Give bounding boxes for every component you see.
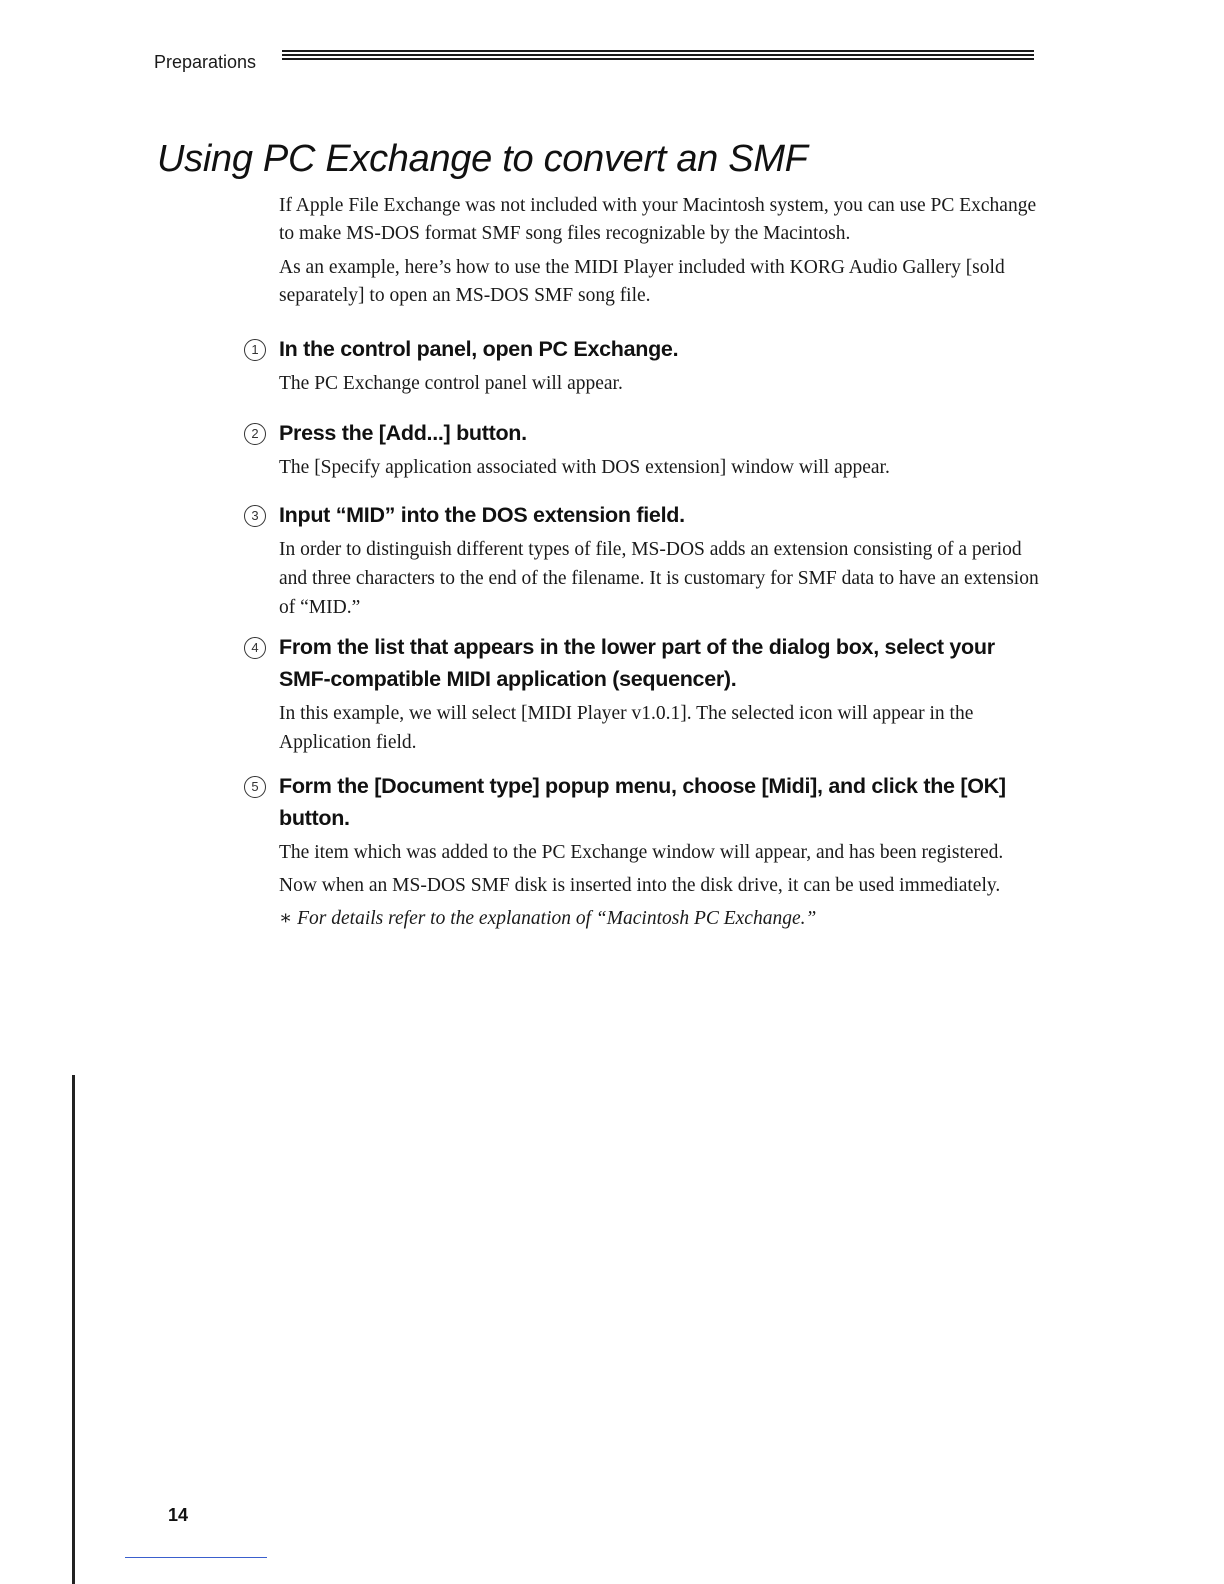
step-2 bbox=[244, 417, 1044, 486]
step-body-text: The [Specify application associated with DOS extension] window will appear. bbox=[279, 457, 890, 478]
page-title: Using PC Exchange to convert an SMF bbox=[157, 138, 808, 180]
step-title: Form the [Document type] popup menu, choose [Midi], and click the [OK] button. bbox=[279, 774, 1006, 830]
header-rule bbox=[282, 50, 1034, 64]
step-number: 1 bbox=[244, 339, 266, 361]
intro-paragraph: As an example, here’s how to use the MIDI Player included with KORG Audio Gallery [sold separately] to open an MS-DOS SMF song file. bbox=[279, 257, 1005, 306]
intro-text bbox=[279, 192, 1039, 316]
step-body-text: Now when an MS-DOS SMF disk is inserted into the disk drive, it can be used immediately. bbox=[279, 875, 1001, 896]
step-number: 5 bbox=[244, 776, 266, 798]
step-body-text: In this example, we will select [MIDI Player v1.0.1]. The selected icon will appear in the Application field. bbox=[279, 703, 974, 753]
step-1 bbox=[244, 333, 1044, 402]
step-body-text: The item which was added to the PC Exchange window will appear, and has been registered. bbox=[279, 842, 1004, 863]
step-title: Press the [Add...] button. bbox=[279, 421, 527, 445]
step-number: 4 bbox=[244, 637, 266, 659]
divider bbox=[125, 1557, 267, 1558]
step-title: From the list that appears in the lower part of the dialog box, select your SMF-compatible MIDI application (sequencer). bbox=[279, 635, 995, 691]
reference-note: ∗ For details refer to the explanation of “Macintosh PC Exchange.” bbox=[279, 908, 817, 929]
section-label: Preparations bbox=[154, 52, 257, 72]
step-4 bbox=[244, 631, 1044, 761]
step-number: 3 bbox=[244, 505, 266, 527]
binding-edge bbox=[72, 1075, 75, 1584]
step-3 bbox=[244, 499, 1044, 626]
step-title: Input “MID” into the DOS extension field. bbox=[279, 503, 685, 527]
step-body-text: The PC Exchange control panel will appear. bbox=[279, 373, 623, 394]
page-number: 14 bbox=[168, 1505, 189, 1525]
step-5 bbox=[244, 770, 1044, 937]
step-number: 2 bbox=[244, 423, 266, 445]
intro-paragraph: If Apple File Exchange was not included with your Macintosh system, you can use PC Exchange to make MS-DOS format SMF song files recognizable by the Macintosh. bbox=[279, 195, 1037, 244]
step-title: In the control panel, open PC Exchange. bbox=[279, 337, 679, 361]
step-body-text: In order to distinguish different types of file, MS-DOS adds an extension consisting of a period and three characters to the end of the filename. It is customary for SMF data to have an extension of “MID.” bbox=[279, 539, 1039, 618]
